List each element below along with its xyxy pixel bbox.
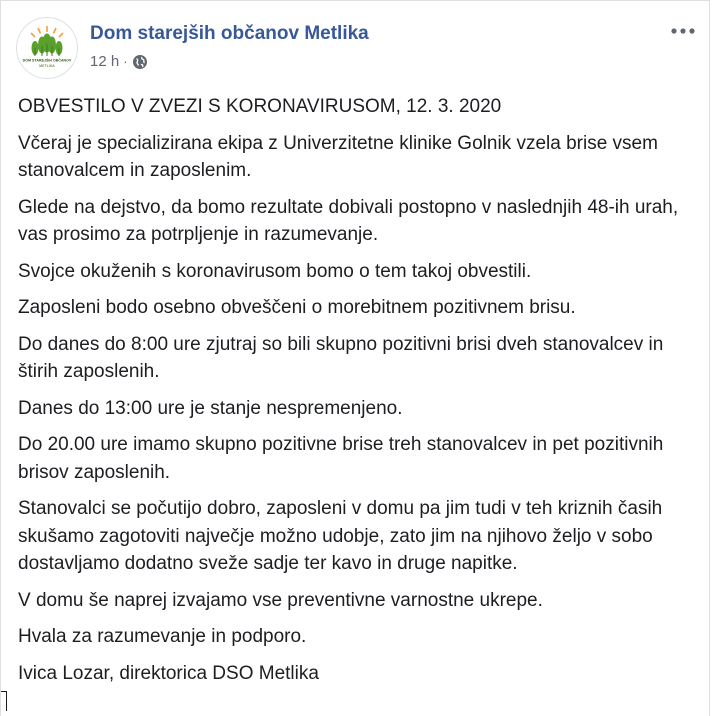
post-paragraph: Do danes do 8:00 ure zjutraj so bili skupno pozitivni brisi dveh stanovalcev in štirih zaposlenih. (18, 333, 664, 382)
post-paragraph: Zaposleni bodo osebno obveščeni o morebitnem pozitivnem brisu. (18, 297, 576, 318)
post-paragraph: V domu še naprej izvajamo vse preventivne varnostne ukrepe. (18, 589, 543, 611)
page-name-link[interactable]: Dom starejših občanov Metlika (90, 23, 369, 44)
meta-separator: · (123, 54, 128, 69)
post-signature: Ivica Lozar, direktorica DSO Metlika (18, 662, 319, 684)
post-paragraph: Stanovalci se počutijo dobro, zaposleni v domu pa jim tudi v teh kriznih časih skušamo zagotoviti največje možno udobje, zato jim na njihovo željo v sobo dostavljamo dodatno sveže sadje ter kavo in druge napitke. (18, 498, 663, 574)
post-timestamp[interactable]: 12 h (90, 53, 120, 70)
page-avatar[interactable] (16, 17, 78, 79)
logo-icon (17, 18, 77, 78)
post-paragraph: Svojce okuženih s koronavirusom bomo o tem takoj obvestili. (18, 260, 532, 282)
post-meta (90, 53, 148, 70)
post-content (18, 93, 690, 696)
post-paragraph: Hvala za razumevanje in podporo. (18, 626, 307, 647)
post-paragraph: Do 20.00 ure imamo skupno pozitivne brise treh stanovalcev in pet pozitivnih brisov zaposlenih. (18, 434, 664, 483)
logo-text: DOM STAREJŠIH OBČANOV (22, 58, 72, 63)
logo-subtext: METLIKA (39, 64, 55, 68)
post-paragraph: OBVESTILO V ZVEZI S KORONAVIRUSOM, 12. 3. 2020 (18, 96, 502, 117)
post-paragraph: Glede na dejstvo, da bomo rezultate dobivali postopno v naslednjih 48-ih urah, vas prosimo za potrpljenje in razumevanje. (18, 196, 679, 245)
globe-icon[interactable] (132, 54, 148, 70)
crop-marker (1, 691, 7, 711)
post-header (16, 15, 697, 79)
more-options-icon[interactable] (669, 21, 697, 41)
post-paragraph: Včeraj je specializirana ekipa z Univerzitetne klinike Golnik vzela brise vsem stanovalcem in zaposlenim. (18, 132, 658, 181)
post-paragraph: Danes do 13:00 ure je stanje nespremenjeno. (18, 397, 403, 419)
